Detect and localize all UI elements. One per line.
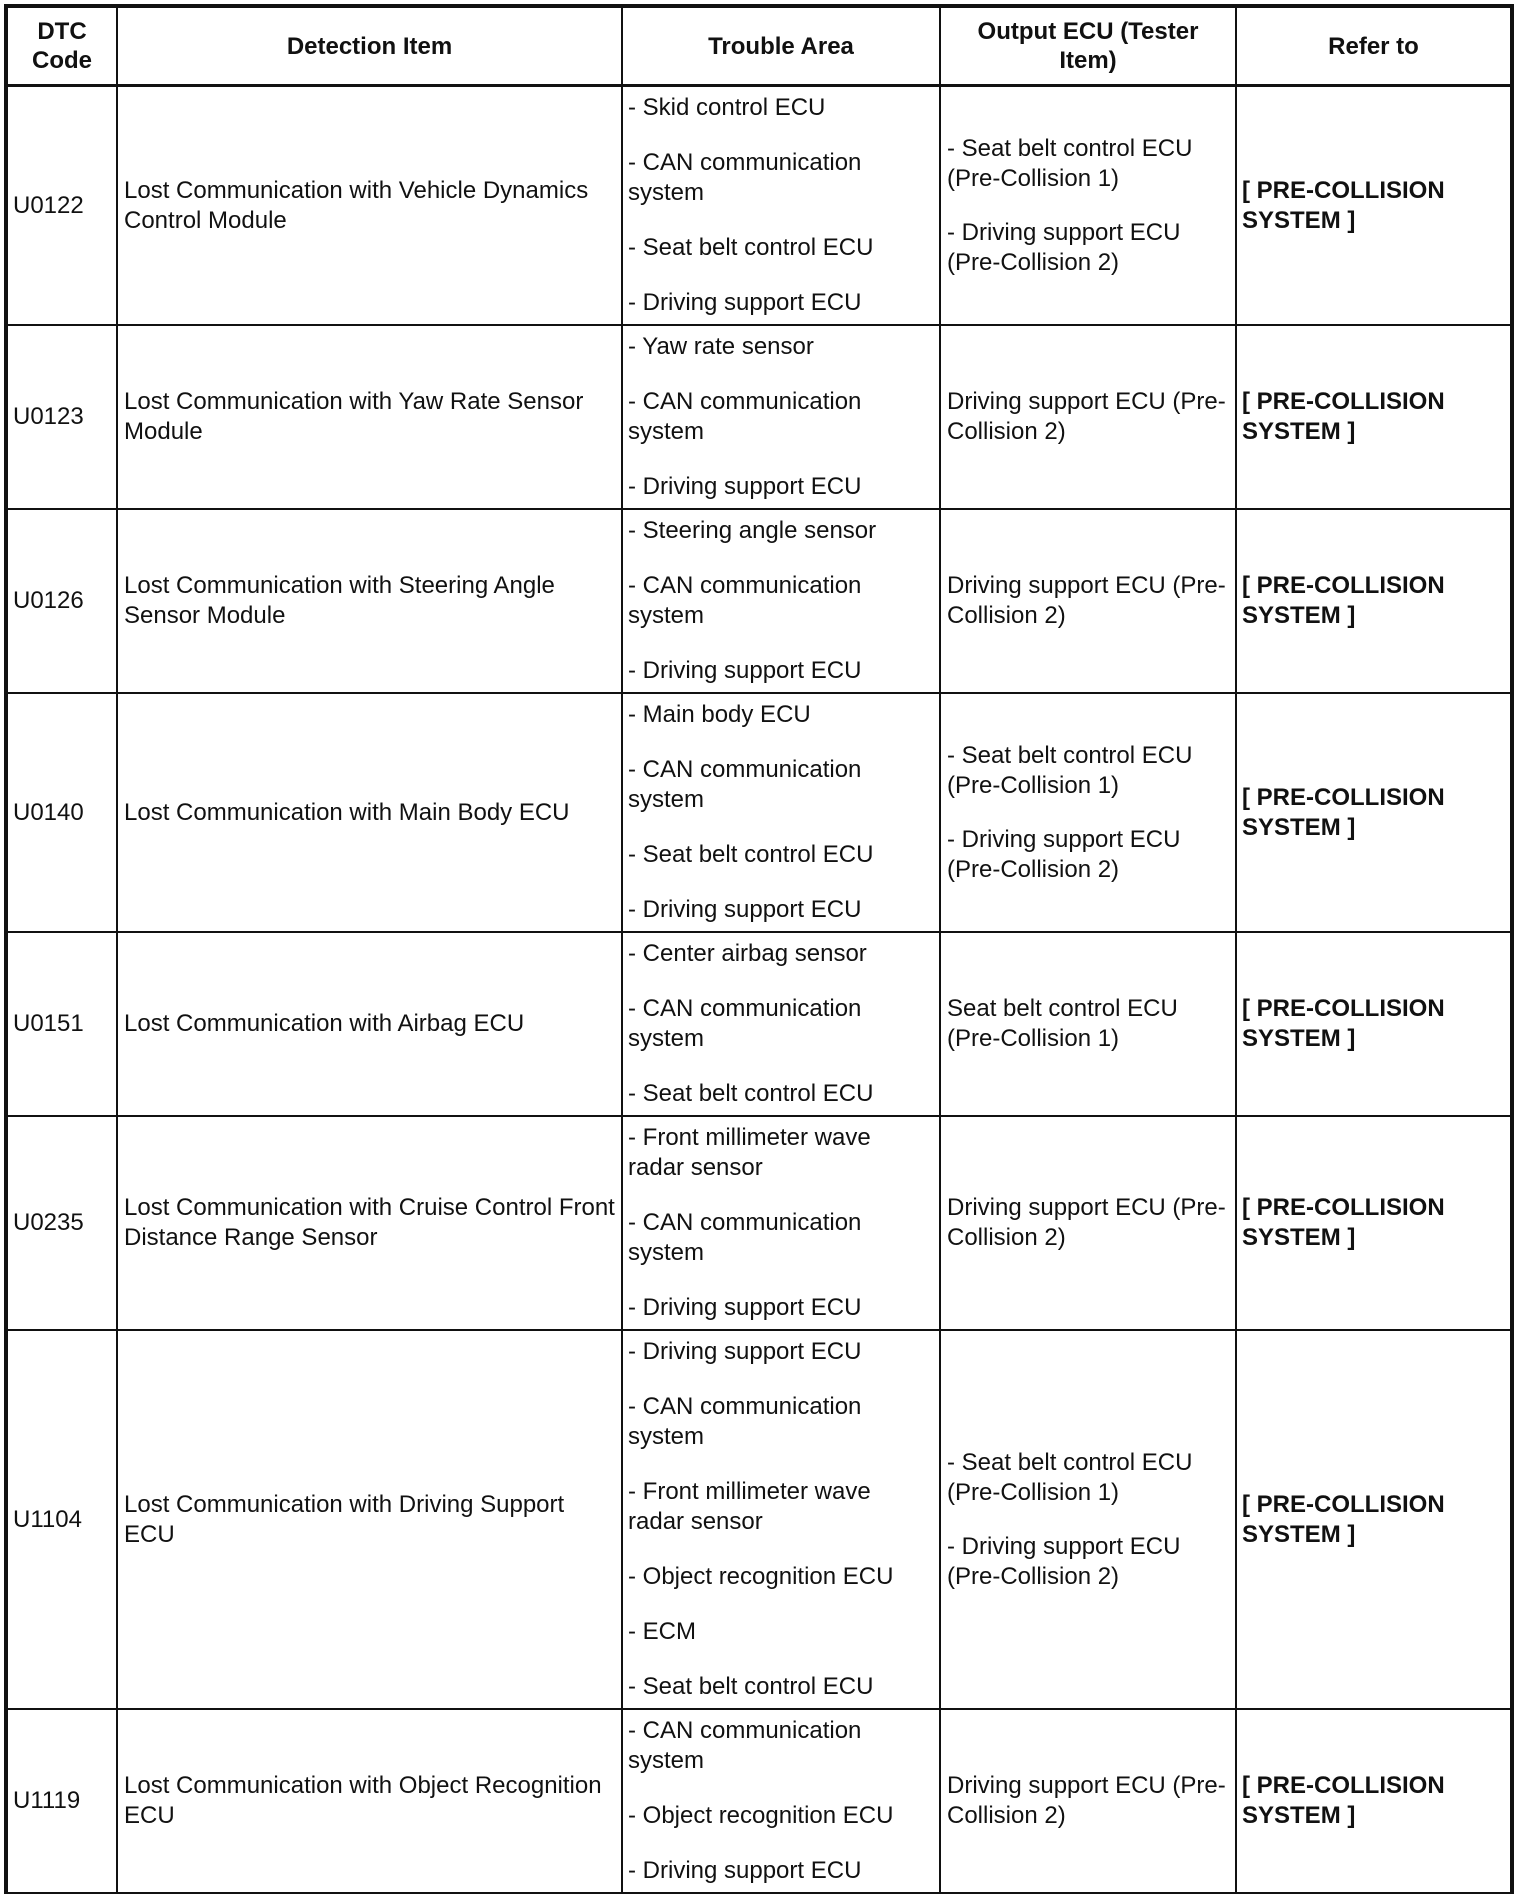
table-row (7, 1709, 1511, 1893)
trouble-area-cell (622, 1330, 940, 1709)
trouble-area-item: - Driving support ECU (628, 1338, 862, 1365)
dtc-code-cell: U0126 (7, 509, 117, 693)
trouble-area-item: - Driving support ECU (628, 473, 862, 500)
header-detection-item: Detection Item (117, 7, 622, 86)
detection-item-cell: Lost Communication with Driving Support ECU (117, 1330, 622, 1709)
trouble-area-item: - CAN communication system (628, 149, 862, 206)
header-refer-to: Refer to (1236, 7, 1511, 86)
detection-item-cell: Lost Communication with Cruise Control Front Distance Range Sensor (117, 1116, 622, 1330)
trouble-area-item: - CAN communication system (628, 995, 862, 1052)
output-ecu-cell (940, 1116, 1236, 1330)
trouble-area-item: - Skid control ECU (628, 94, 826, 121)
trouble-area-cell (622, 932, 940, 1116)
dtc-code-cell: U0140 (7, 693, 117, 932)
trouble-area-item: - Driving support ECU (628, 1294, 862, 1321)
table-row (7, 509, 1511, 693)
trouble-area-item: - Seat belt control ECU (628, 1673, 874, 1700)
output-ecu-cell (940, 1709, 1236, 1893)
table-row (7, 693, 1511, 932)
trouble-area-cell (622, 325, 940, 509)
trouble-area-item: - CAN communication system (628, 572, 862, 629)
refer-to-cell: [ PRE-COLLISION SYSTEM ] (1236, 932, 1511, 1116)
output-ecu-item: Driving support ECU (Pre-Collision 2) (947, 388, 1226, 445)
trouble-area-item: - CAN communication system (628, 1393, 862, 1450)
trouble-area-cell (622, 86, 940, 326)
refer-to-cell: [ PRE-COLLISION SYSTEM ] (1236, 1709, 1511, 1893)
trouble-area-item: - Front millimeter wave radar sensor (628, 1478, 871, 1535)
output-ecu-item: - Seat belt control ECU (Pre-Collision 1) (947, 1448, 1193, 1506)
dtc-code-cell: U0151 (7, 932, 117, 1116)
output-ecu-cell (940, 932, 1236, 1116)
detection-item-cell: Lost Communication with Main Body ECU (117, 693, 622, 932)
detection-item-cell: Lost Communication with Steering Angle Sensor Module (117, 509, 622, 693)
output-ecu-item: - Driving support ECU (Pre-Collision 2) (947, 825, 1181, 883)
output-ecu-cell (940, 325, 1236, 509)
trouble-area-item: - Object recognition ECU (628, 1563, 894, 1590)
table-row (7, 1116, 1511, 1330)
trouble-area-cell (622, 693, 940, 932)
output-ecu-item: - Seat belt control ECU (Pre-Collision 1) (947, 134, 1193, 192)
header-output-ecu: Output ECU (Tester Item) (940, 7, 1236, 86)
refer-to-cell: [ PRE-COLLISION SYSTEM ] (1236, 1116, 1511, 1330)
refer-to-cell: [ PRE-COLLISION SYSTEM ] (1236, 325, 1511, 509)
dtc-code-cell: U1119 (7, 1709, 117, 1893)
trouble-area-item: - CAN communication system (628, 1209, 862, 1266)
output-ecu-item: - Driving support ECU (Pre-Collision 2) (947, 218, 1181, 276)
output-ecu-cell (940, 1330, 1236, 1709)
trouble-area-item: - Front millimeter wave radar sensor (628, 1124, 871, 1181)
trouble-area-cell (622, 1116, 940, 1330)
detection-item-cell: Lost Communication with Object Recognition ECU (117, 1709, 622, 1893)
output-ecu-cell (940, 509, 1236, 693)
trouble-area-item: - Object recognition ECU (628, 1802, 894, 1829)
dtc-code-cell: U0235 (7, 1116, 117, 1330)
dtc-code-cell: U0122 (7, 86, 117, 326)
table-row (7, 325, 1511, 509)
trouble-area-item: - Driving support ECU (628, 896, 862, 923)
trouble-area-item: - Center airbag sensor (628, 940, 867, 967)
output-ecu-item: Driving support ECU (Pre-Collision 2) (947, 1194, 1226, 1251)
trouble-area-item: - CAN communication system (628, 388, 862, 445)
detection-item-cell: Lost Communication with Vehicle Dynamics Control Module (117, 86, 622, 326)
trouble-area-item: - CAN communication system (628, 1717, 862, 1774)
trouble-area-item: - Driving support ECU (628, 1857, 862, 1884)
detection-item-cell: Lost Communication with Airbag ECU (117, 932, 622, 1116)
dtc-table-container (6, 6, 1510, 1894)
trouble-area-item: - ECM (628, 1618, 696, 1645)
trouble-area-item: - Seat belt control ECU (628, 234, 874, 261)
dtc-code-cell: U0123 (7, 325, 117, 509)
output-ecu-item: - Driving support ECU (Pre-Collision 2) (947, 1532, 1181, 1590)
output-ecu-cell (940, 693, 1236, 932)
trouble-area-item: - Driving support ECU (628, 657, 862, 684)
trouble-area-item: - Driving support ECU (628, 289, 862, 316)
refer-to-cell: [ PRE-COLLISION SYSTEM ] (1236, 1330, 1511, 1709)
dtc-code-cell: U1104 (7, 1330, 117, 1709)
trouble-area-item: - CAN communication system (628, 756, 862, 813)
refer-to-cell: [ PRE-COLLISION SYSTEM ] (1236, 509, 1511, 693)
refer-to-cell: [ PRE-COLLISION SYSTEM ] (1236, 86, 1511, 326)
output-ecu-item: Seat belt control ECU (Pre-Collision 1) (947, 995, 1178, 1052)
refer-to-cell: [ PRE-COLLISION SYSTEM ] (1236, 693, 1511, 932)
table-row (7, 1330, 1511, 1709)
header-trouble-area: Trouble Area (622, 7, 940, 86)
dtc-table (6, 6, 1512, 1894)
trouble-area-item: - Main body ECU (628, 701, 811, 728)
trouble-area-item: - Seat belt control ECU (628, 841, 874, 868)
output-ecu-item: - Seat belt control ECU (Pre-Collision 1) (947, 741, 1193, 799)
header-row (7, 7, 1511, 86)
table-row (7, 932, 1511, 1116)
output-ecu-item: Driving support ECU (Pre-Collision 2) (947, 1772, 1226, 1829)
trouble-area-item: - Seat belt control ECU (628, 1080, 874, 1107)
header-dtc-code: DTC Code (7, 7, 117, 86)
trouble-area-item: - Steering angle sensor (628, 517, 877, 544)
trouble-area-cell (622, 509, 940, 693)
detection-item-cell: Lost Communication with Yaw Rate Sensor Module (117, 325, 622, 509)
output-ecu-cell (940, 86, 1236, 326)
table-row (7, 86, 1511, 326)
output-ecu-item: Driving support ECU (Pre-Collision 2) (947, 572, 1226, 629)
table-body (7, 86, 1511, 1894)
trouble-area-item: - Yaw rate sensor (628, 333, 814, 360)
trouble-area-cell (622, 1709, 940, 1893)
